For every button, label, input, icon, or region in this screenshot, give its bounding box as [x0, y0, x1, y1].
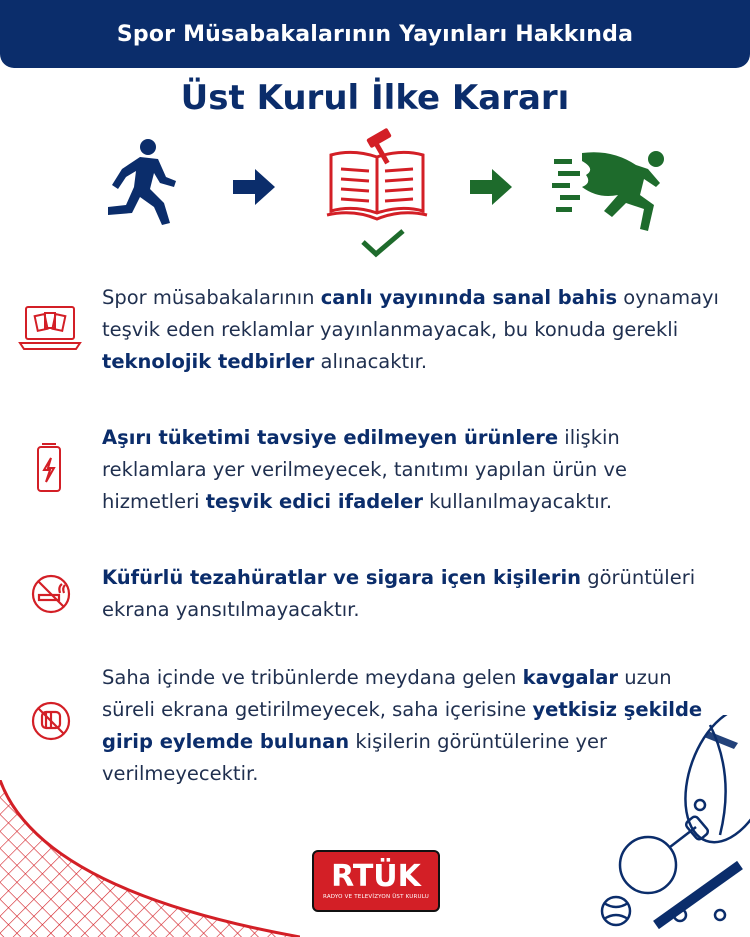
- emphasis-text: Aşırı tüketimi tavsiye edilmeyen ürünlere: [102, 426, 559, 449]
- body-text: Saha içinde ve tribünlerde meydana gelen: [102, 666, 523, 689]
- checkmark-icon: [360, 228, 406, 258]
- emphasis-text: teknolojik tedbirler: [102, 350, 315, 373]
- banner-title: Spor Müsabakalarının Yayınları Hakkında: [116, 21, 634, 47]
- net-decoration: [0, 780, 300, 937]
- body-text: ilişkin reklamlara yer verilmeyecek, tanıtımı yapılan ürün ve hizmetleri: [102, 426, 627, 513]
- emphasis-text: yetkisiz şekilde girip eylemde bulunan: [102, 698, 703, 753]
- emphasis-text: Küfürlü tezahüratlar ve sigara içen kişilerin: [102, 566, 582, 589]
- sports-equipment-decoration: [560, 715, 750, 937]
- rule-item-betting: [102, 282, 722, 378]
- arrow-right-icon-2: [470, 169, 512, 205]
- runner-icon: [100, 137, 190, 232]
- emphasis-text: kavgalar: [522, 666, 619, 689]
- body-text: alınacaktır.: [314, 350, 428, 373]
- fast-runner-icon: [552, 147, 672, 233]
- process-illustration: [0, 125, 750, 265]
- law-book-icon: [325, 127, 429, 222]
- no-fighting-icon: [30, 700, 72, 742]
- rule-item-smoking: [102, 562, 722, 626]
- logo-name: RTÜK: [331, 859, 421, 894]
- logo-subtitle: RADYO VE TELEVİZYON ÜST KURULU: [323, 894, 429, 900]
- emphasis-text: teşvik edici ifadeler: [205, 490, 423, 513]
- body-text: kişilerin görüntülerine yer verilmeyecektir.: [102, 730, 608, 785]
- page-title: Üst Kurul İlke Kararı: [180, 78, 570, 118]
- arrow-right-icon: [233, 169, 275, 205]
- rtuk-logo: [312, 850, 440, 912]
- body-text: oynamayı teşvik eden reklamlar yayınlanmayacak, bu konuda gerekli: [102, 286, 719, 341]
- top-banner: [0, 0, 750, 68]
- energy-drink-icon: [36, 442, 62, 494]
- no-smoking-icon: [30, 573, 72, 615]
- body-text: Spor müsabakalarının: [102, 286, 321, 309]
- emphasis-text: canlı yayınında sanal bahis: [320, 286, 618, 309]
- laptop-cards-icon: [18, 303, 82, 351]
- body-text: kullanılmayacaktır.: [422, 490, 613, 513]
- body-text: görüntüleri ekrana yansıtılmayacaktır.: [102, 566, 696, 621]
- rule-item-products: [102, 422, 722, 518]
- body-text: uzun süreli ekrana getirilmeyecek, saha içerisine: [102, 666, 672, 721]
